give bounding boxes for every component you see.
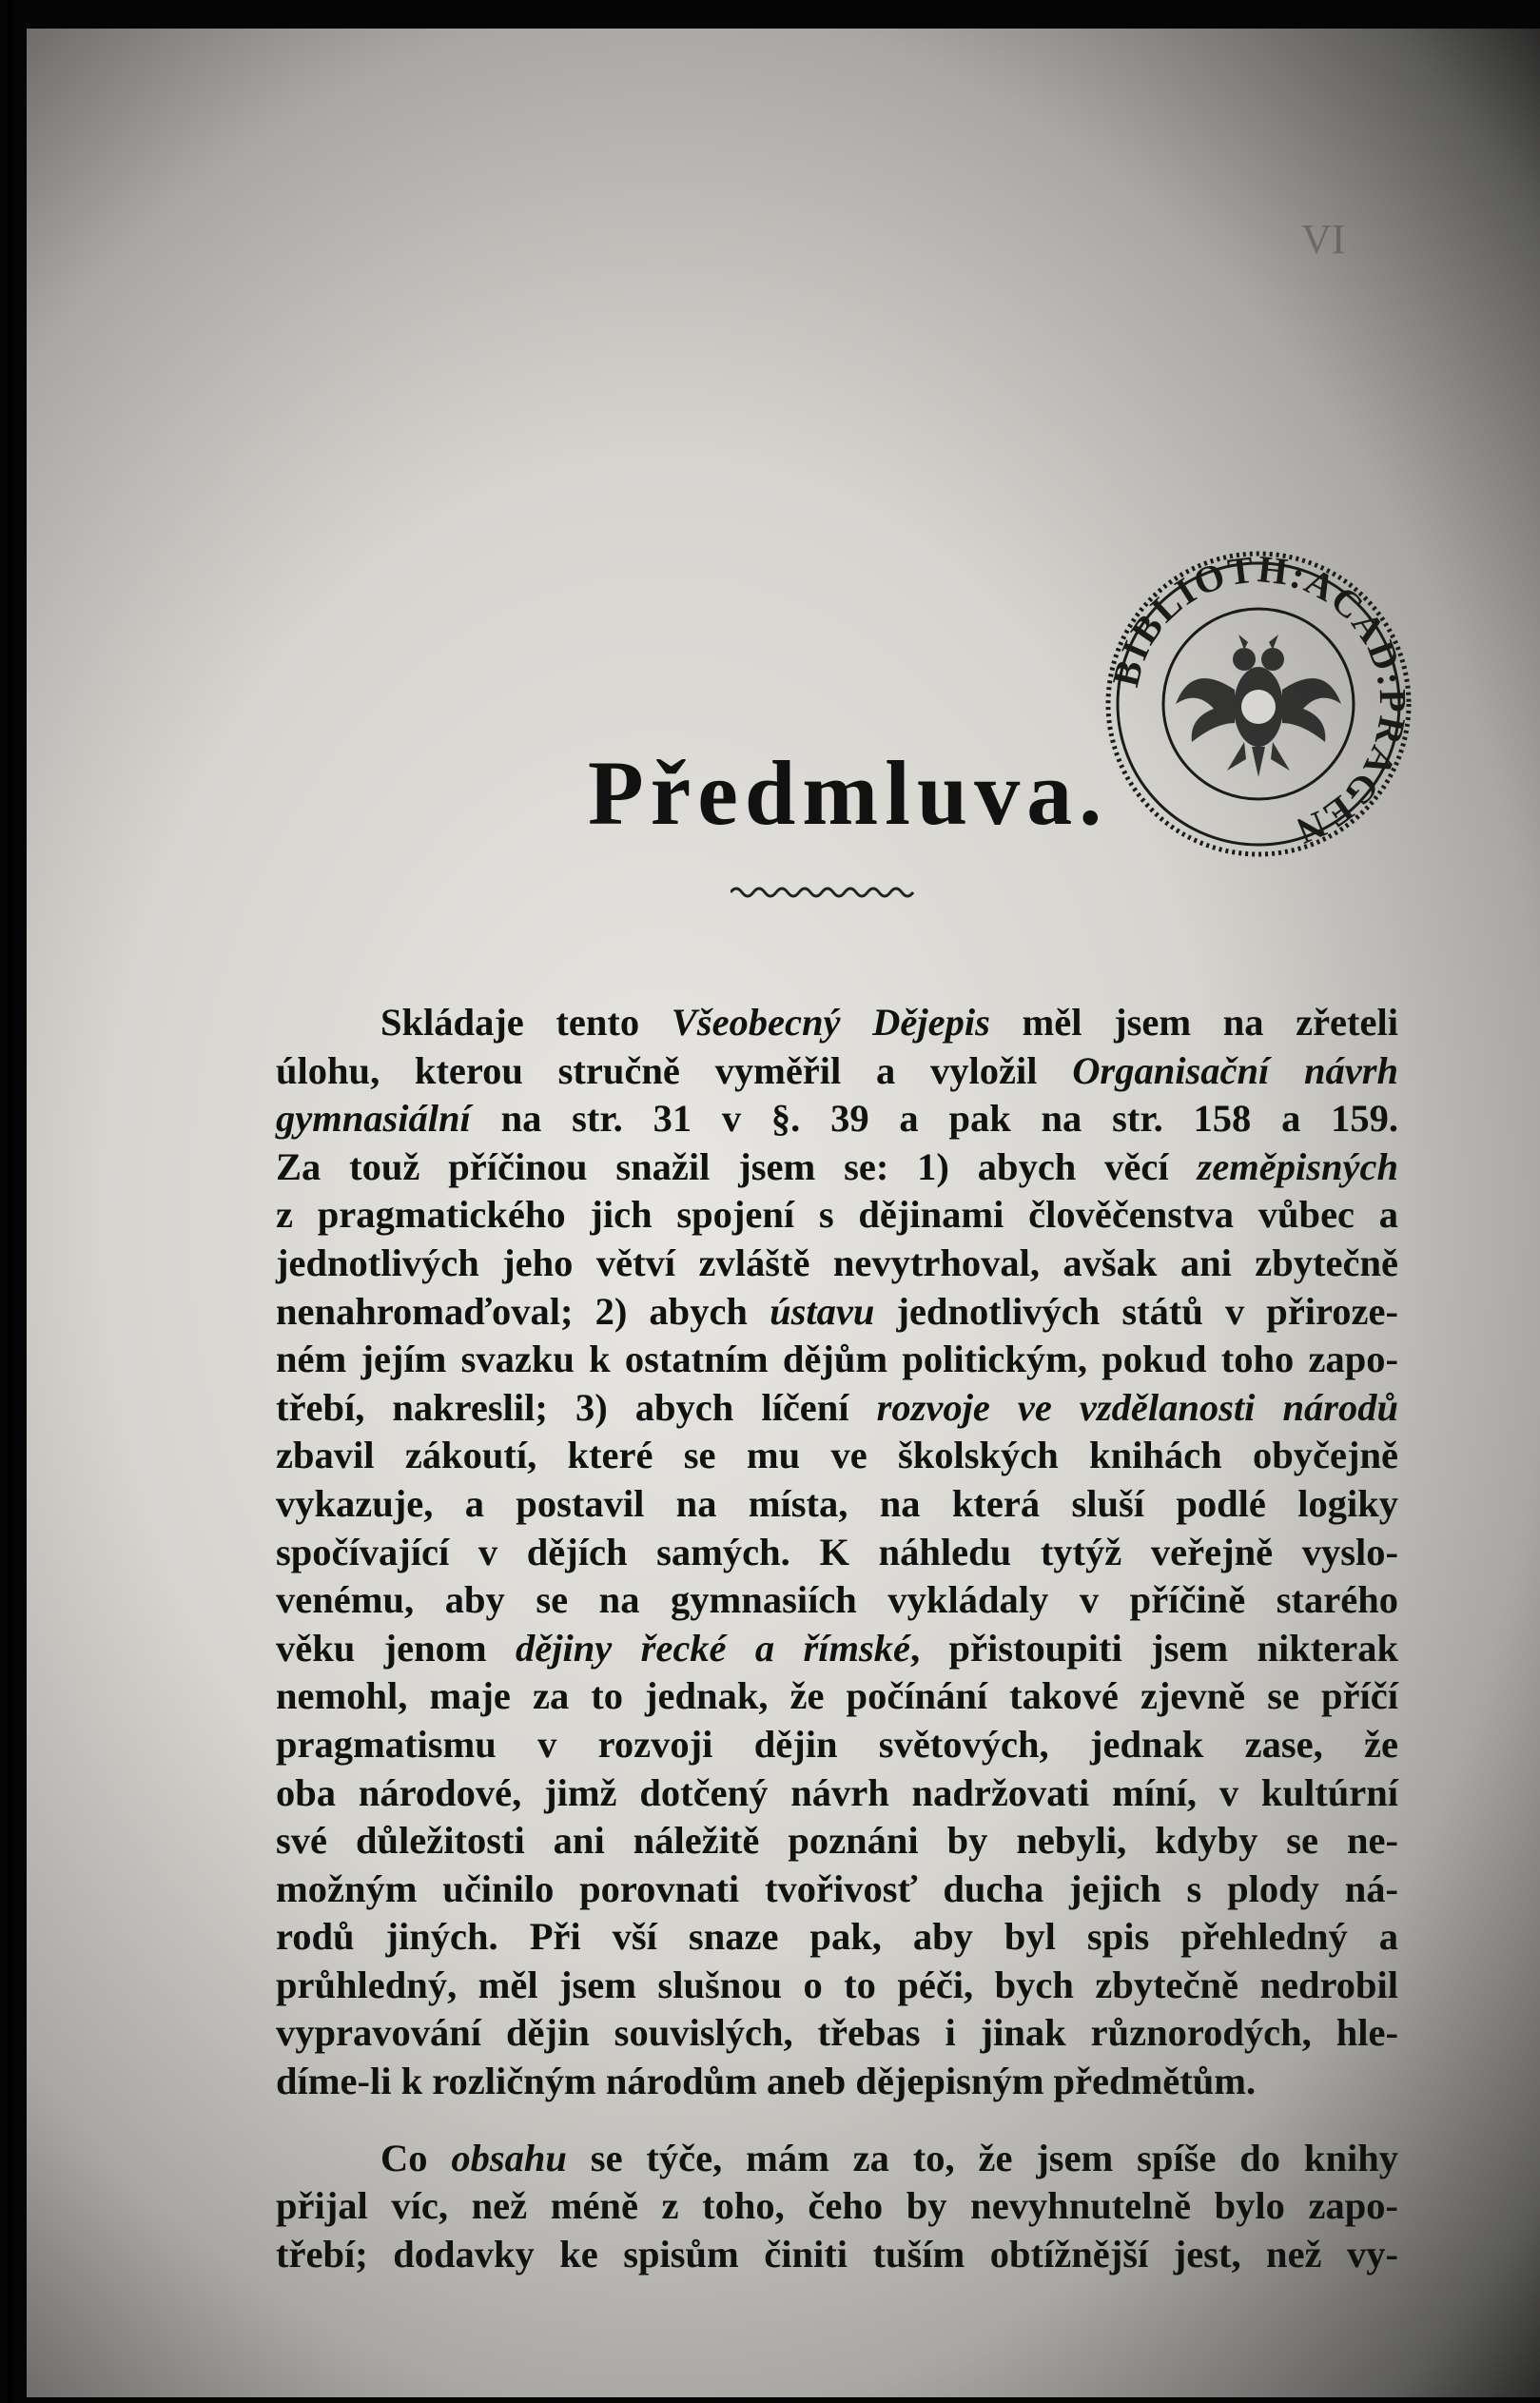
text-line: jednotlivých jeho větví zvláště nevytrhoval, avšak ani zbytečně xyxy=(276,1241,1398,1284)
page-title: Předmluva. xyxy=(588,742,1109,844)
text-line: z pragmatického jich spojení s dějinami člověčenstva vůbec a xyxy=(276,1193,1398,1237)
text-line: rodů jiných. Při vší snaze pak, aby byl spis přehledný a xyxy=(276,1915,1398,1959)
text-line: Co obsahu se týče, mám za to, že jsem spíše do knihy xyxy=(380,2136,1398,2179)
text-line: oba národové, jimž dotčený návrh nadržovati míní, v kultúrní xyxy=(276,1770,1398,1814)
preface-body xyxy=(276,999,1398,2278)
text-line: pragmatismu v rozvoji dějin světových, jednak zase, že xyxy=(276,1722,1398,1766)
text-line: průhledný, měl jsem slušnou o to péči, bych zbytečně nedrobil xyxy=(276,1963,1398,2006)
italic-term: dějiny řecké a římské xyxy=(515,1626,911,1670)
text-line: možným učinilo porovnati tvořivosť ducha jejich s plody ná- xyxy=(276,1866,1398,1910)
text-line: spočívající v dějích samých. K náhledu tytýž veřejně vyslo- xyxy=(276,1530,1398,1573)
text-line: gymnasiální na str. 31 v §. 39 a pak na str. 158 a 159. xyxy=(276,1097,1398,1141)
text-line: třebí; dodavky ke spisům činiti tuším obtížnější jest, než vy- xyxy=(276,2232,1398,2276)
page-edge-shadow xyxy=(8,0,13,2403)
text-line: nemohl, maje za to jednak, že počínání takové zjevně se příčí xyxy=(276,1674,1398,1718)
italic-term: Organisační návrh xyxy=(1072,1048,1398,1092)
text-line: díme-li k rozličným národům aneb dějepisným předmětům. xyxy=(276,2060,1257,2103)
wavy-divider-icon xyxy=(731,885,921,900)
preface-paragraph-1 xyxy=(276,999,1398,2106)
book-page xyxy=(27,29,1540,2397)
library-stamp-icon xyxy=(1101,547,1415,861)
stamp-text: BIBLIOTH:ACAD:PRAGEN xyxy=(1103,547,1415,854)
text-line: venému, aby se na gymnasiích vykládaly v příčině starého xyxy=(276,1578,1398,1622)
text-line: své důležitosti ani náležitě poznáni by nebyli, kdyby se ne- xyxy=(276,1819,1398,1863)
italic-term: gymnasiální xyxy=(276,1097,471,1141)
text-line: přijal víc, než méně z toho, čeho by nevyhnutelně bylo zapo- xyxy=(276,2184,1398,2228)
preface-paragraph-2 xyxy=(276,2135,1398,2279)
text-line: ném jejím svazku k ostatním dějům politickým, pokud toho zapo- xyxy=(276,1338,1398,1381)
text-line: třebí, nakreslil; 3) abych líčení rozvoje ve vzdělanosti národů xyxy=(276,1385,1398,1429)
text-line: vykazuje, a postavil na místa, na která sluší podlé logiky xyxy=(276,1481,1398,1525)
italic-term: Všeobecný Dějepis xyxy=(671,1001,990,1044)
italic-term: ústavu xyxy=(770,1289,875,1333)
text-line: úlohu, kterou stručně vyměřil a vyložil Organisační návrh xyxy=(276,1048,1398,1092)
italic-term: obsahu xyxy=(451,2136,567,2179)
text-line: věku jenom dějiny řecké a římské, přistoupiti jsem nikterak xyxy=(276,1626,1399,1670)
text-line: vypravování dějin souvislých, třebas i jinak různorodých, hle- xyxy=(276,2011,1398,2055)
text-line: Skládaje tento Všeobecný Dějepis měl jsem na zřeteli xyxy=(380,1001,1398,1044)
text-line: zbavil zákoutí, které se mu ve školských knihách obyčejně xyxy=(276,1434,1398,1477)
text-line: Za touž příčinou snažil jsem se: 1) abych věcí zeměpisných xyxy=(276,1144,1398,1188)
italic-term: zeměpisných xyxy=(1197,1144,1398,1188)
page-number: VI xyxy=(1301,216,1346,263)
text-line: nenahromaďoval; 2) abych ústavu jednotlivých států v přiroze- xyxy=(276,1289,1398,1333)
italic-term: rozvoje ve vzdělanosti národů xyxy=(876,1385,1398,1429)
